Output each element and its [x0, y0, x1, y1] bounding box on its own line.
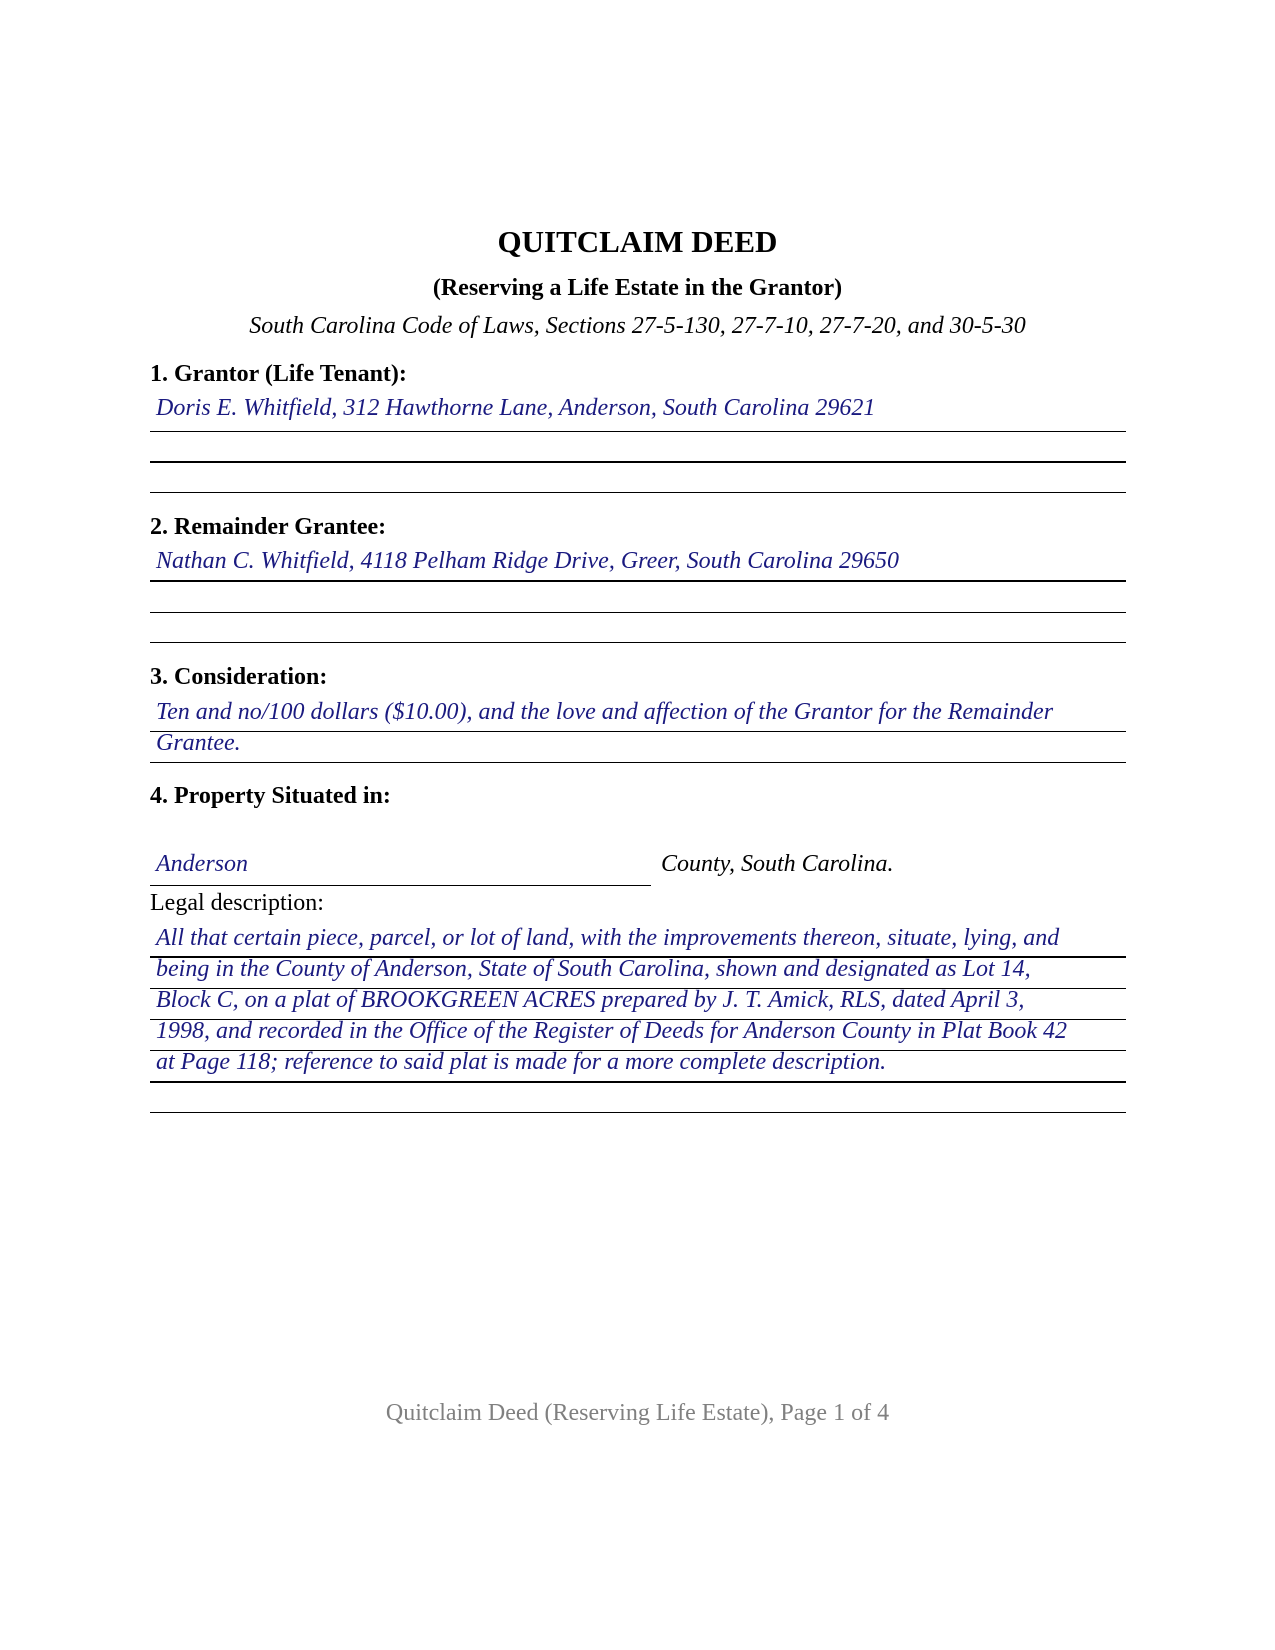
- legal-description-line-4[interactable]: 1998, and recorded in the Office of the Register of Deeds for Anderson County in Plat Book 42: [156, 1018, 1067, 1044]
- grantee-line-3: [150, 642, 1126, 643]
- consideration-field-line-2[interactable]: Grantee.: [156, 730, 241, 756]
- grantee-line-1: [150, 580, 1126, 582]
- legal-description-label: Legal description:: [150, 890, 324, 916]
- county-suffix: County, South Carolina.: [661, 851, 894, 877]
- document-subtitle: (Reserving a Life Estate in the Grantor): [432, 275, 843, 301]
- consideration-field-line-1[interactable]: Ten and no/100 dollars ($10.00), and the love and affection of the Grantor for the Remainder: [156, 699, 1054, 725]
- page-footer: Quitclaim Deed (Reserving Life Estate), Page 1 of 4: [385, 1400, 890, 1426]
- grantor-heading: 1. Grantor (Life Tenant):: [150, 361, 407, 387]
- consideration-heading: 3. Consideration:: [150, 664, 328, 690]
- grantor-field[interactable]: Doris E. Whitfield, 312 Hawthorne Lane, Anderson, South Carolina 29621: [156, 395, 876, 421]
- county-line: [150, 885, 651, 886]
- grantee-line-2: [150, 612, 1126, 613]
- statute-citation: South Carolina Code of Laws, Sections 27-5-130, 27-7-10, 27-7-20, and 30-5-30: [249, 313, 1026, 339]
- consideration-line-2: [150, 762, 1126, 763]
- legal-description-line-2[interactable]: being in the County of Anderson, State of South Carolina, shown and designated as Lot 14,: [156, 956, 1031, 982]
- grantee-field[interactable]: Nathan C. Whitfield, 4118 Pelham Ridge Drive, Greer, South Carolina 29650: [156, 548, 900, 574]
- legal-line-6: [150, 1112, 1126, 1113]
- county-field[interactable]: Anderson: [156, 851, 248, 877]
- property-heading: 4. Property Situated in:: [150, 783, 391, 809]
- grantor-line-2: [150, 461, 1126, 463]
- legal-description-line-1[interactable]: All that certain piece, parcel, or lot of land, with the improvements thereon, situate, lying, and: [156, 925, 1060, 951]
- grantor-line-1: [150, 431, 1126, 432]
- document-title: QUITCLAIM DEED: [497, 224, 778, 259]
- consideration-line-1: [150, 731, 1126, 732]
- legal-description-line-3[interactable]: Block C, on a plat of BROOKGREEN ACRES prepared by J. T. Amick, RLS, dated April 3,: [156, 987, 1025, 1013]
- grantee-heading: 2. Remainder Grantee:: [150, 514, 387, 540]
- legal-description-line-5[interactable]: at Page 118; reference to said plat is made for a more complete description.: [156, 1049, 887, 1075]
- legal-line-5: [150, 1081, 1126, 1083]
- grantor-line-3: [150, 492, 1126, 493]
